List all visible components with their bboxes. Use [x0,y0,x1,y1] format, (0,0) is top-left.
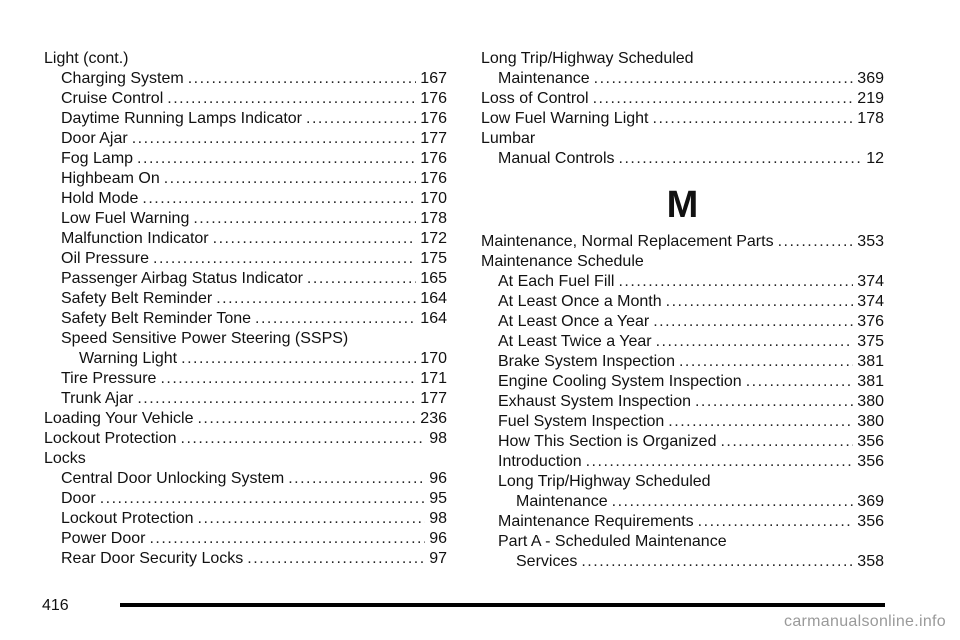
index-entry [481,109,884,129]
dot-leader [679,352,853,372]
index-entry-page: 165 [420,270,447,287]
index-entry-label: Oil Pressure [61,250,150,267]
index-entry-page: 380 [857,393,884,410]
index-entry-page: 369 [857,493,884,510]
dot-leader [167,89,416,109]
index-entry-page: 97 [429,550,447,567]
index-entry [44,249,447,269]
dot-leader [255,309,416,329]
dot-leader [216,289,416,309]
index-entry-label: Engine Cooling System Inspection [498,373,742,390]
index-entry-label: Maintenance Schedule [481,253,644,270]
index-entry [481,149,884,169]
index-entry-label: Tire Pressure [61,370,157,387]
index-entry-label: Rear Door Security Locks [61,550,244,567]
index-entry-label: Warning Light [79,350,178,367]
dot-leader [656,332,854,352]
index-entry-label: Services [516,553,578,570]
dot-leader [653,109,854,129]
index-entry-page: 376 [857,313,884,330]
index-entry-page: 98 [429,430,447,447]
index-entry-label: Long Trip/Highway Scheduled [498,473,711,490]
index-entry-label: At Each Fuel Fill [498,273,615,290]
index-entry-label: Manual Controls [498,150,615,167]
index-entry [44,109,447,129]
index-entry-label: Light (cont.) [44,50,129,67]
index-entry-page: 369 [857,70,884,87]
index-entry-page: 356 [857,453,884,470]
dot-leader [288,469,425,489]
dot-leader [586,452,854,472]
index-entry-page: 219 [857,90,884,107]
dot-leader [181,349,416,369]
dot-leader [307,269,416,289]
index-entry-label: How This Section is Organized [498,433,717,450]
index-entry-label: Charging System [61,70,184,87]
dot-leader [581,552,853,572]
dot-leader [181,429,426,449]
dot-leader [160,369,416,389]
index-entry-page: 356 [857,513,884,530]
index-entry [481,552,884,572]
index-column-right [481,49,884,572]
dot-leader [618,272,853,292]
index-entry-page: 358 [857,553,884,570]
index-entry [44,169,447,189]
index-entry-label: Part A - Scheduled Maintenance [498,533,727,550]
dot-leader [612,492,854,512]
dot-leader [778,232,854,252]
index-entry-page: 164 [420,310,447,327]
page-number: 416 [42,597,69,614]
index-entry [481,312,884,332]
index-entry-label: Loading Your Vehicle [44,410,194,427]
section-heading-m: M [666,184,699,226]
index-entry [44,509,447,529]
index-entry-label: Long Trip/Highway Scheduled [481,50,694,67]
index-entry-page: 176 [420,90,447,107]
index-entry-page: 172 [420,230,447,247]
index-entry-label: Locks [44,450,86,467]
index-group-l-continued [481,49,884,169]
index-entry [44,289,447,309]
dot-leader [137,389,416,409]
index-entry-page: 178 [420,210,447,227]
index-entry [44,69,447,89]
index-entry [481,69,884,89]
dot-leader [653,312,853,332]
index-entry [44,149,447,169]
index-entry-page: 170 [420,190,447,207]
index-entry-page: 381 [857,373,884,390]
index-entry-page: 236 [420,410,447,427]
index-entry [44,369,447,389]
index-entry-page: 381 [857,353,884,370]
index-entry-page: 95 [429,490,447,507]
index-entry-page: 167 [420,70,447,87]
index-entry [481,292,884,312]
index-entry-page: 96 [429,470,447,487]
index-entry [44,229,447,249]
dot-leader [137,149,416,169]
dot-leader [695,392,853,412]
dot-leader [619,149,863,169]
dot-leader [164,169,417,189]
index-entry [44,269,447,289]
dot-leader [247,549,425,569]
index-entry [481,352,884,372]
index-entry-label: Maintenance, Normal Replacement Parts [481,233,774,250]
index-entry [44,549,447,569]
index-entry-page: 176 [420,150,447,167]
index-entry-page: 164 [420,290,447,307]
index-entry [44,389,447,409]
index-entry-label: Low Fuel Warning Light [481,110,649,127]
index-entry-page: 375 [857,333,884,350]
index-entry-label: Highbeam On [61,170,160,187]
index-entry-page: 178 [857,110,884,127]
index-entry-label: Malfunction Indicator [61,230,209,247]
index-entry-label: Low Fuel Warning [61,210,190,227]
index-entry [481,252,884,272]
footer-rule [120,603,885,607]
index-entry-page: 374 [857,273,884,290]
dot-leader [153,249,416,269]
index-entry [481,532,884,552]
index-entry-label: Door [61,490,96,507]
index-entry [481,452,884,472]
index-entry-label: Daytime Running Lamps Indicator [61,110,303,127]
dot-leader [720,432,853,452]
dot-leader [142,189,416,209]
index-entry-page: 12 [866,150,884,167]
index-entry-label: Maintenance [516,493,608,510]
index-entry-page: 380 [857,413,884,430]
index-entry-label: Door Ajar [61,130,128,147]
index-entry-label: At Least Once a Year [498,313,650,330]
index-entry [481,372,884,392]
index-entry [481,49,884,69]
dot-leader [188,69,417,89]
dot-leader [213,229,417,249]
index-entry-page: 171 [420,370,447,387]
index-entry-label: Hold Mode [61,190,139,207]
dot-leader [100,489,426,509]
index-entry-label: Maintenance Requirements [498,513,694,530]
index-entry-label: Lumbar [481,130,536,147]
index-entry-page: 96 [429,530,447,547]
dot-leader [668,412,853,432]
index-entry [44,529,447,549]
index-entry-label: Speed Sensitive Power Steering (SSPS) [61,330,349,347]
index-entry-label: Fog Lamp [61,150,134,167]
index-entry [481,89,884,109]
index-entry-page: 175 [420,250,447,267]
index-entry-label: Maintenance [498,70,590,87]
dot-leader [149,529,425,549]
index-entry [44,49,447,69]
index-entry-label: Cruise Control [61,90,164,107]
index-entry-label: Safety Belt Reminder Tone [61,310,252,327]
index-entry-label: Lockout Protection [44,430,177,447]
index-entry [44,489,447,509]
index-entry-page: 176 [420,170,447,187]
dot-leader [193,209,416,229]
index-entry [44,89,447,109]
index-entry [481,332,884,352]
index-entry [44,189,447,209]
index-entry-page: 374 [857,293,884,310]
index-entry [44,209,447,229]
index-entry [44,129,447,149]
dot-leader [593,89,854,109]
index-entry [44,349,447,369]
index-entry [481,272,884,292]
index-entry-label: Central Door Unlocking System [61,470,285,487]
index-entry-label: At Least Twice a Year [498,333,652,350]
dot-leader [132,129,417,149]
index-entry-label: Loss of Control [481,90,589,107]
dot-leader [306,109,416,129]
index-entry [481,232,884,252]
index-entry-label: Passenger Airbag Status Indicator [61,270,303,287]
index-entry-label: Safety Belt Reminder [61,290,213,307]
index-entry [481,129,884,149]
index-entry-page: 177 [420,390,447,407]
index-entry [44,329,447,349]
index-entry-page: 353 [857,233,884,250]
index-entry-label: Trunk Ajar [61,390,134,407]
dot-leader [746,372,854,392]
index-column-left [44,49,447,569]
index-entry-page: 356 [857,433,884,450]
dot-leader [594,69,854,89]
index-entry [481,432,884,452]
index-entry [481,512,884,532]
watermark: carmanualsonline.info [784,613,946,630]
index-entry-page: 170 [420,350,447,367]
index-entry [481,492,884,512]
index-entry [44,309,447,329]
dot-leader [698,512,854,532]
index-entry-page: 98 [429,510,447,527]
index-entry [44,429,447,449]
index-entry-label: Lockout Protection [61,510,194,527]
dot-leader [198,509,426,529]
index-entry-label: Exhaust System Inspection [498,393,691,410]
index-entry-label: Introduction [498,453,582,470]
dot-leader [666,292,854,312]
index-entry-label: Fuel System Inspection [498,413,665,430]
index-entry-page: 176 [420,110,447,127]
index-group-m [481,232,884,572]
index-entry-label: Power Door [61,530,146,547]
index-entry-label: At Least Once a Month [498,293,662,310]
index-entry-page: 177 [420,130,447,147]
index-entry [44,469,447,489]
dot-leader [197,409,416,429]
index-entry [44,409,447,429]
index-entry [481,412,884,432]
index-entry [481,392,884,412]
index-entry [44,449,447,469]
index-entry-label: Brake System Inspection [498,353,675,370]
index-entry [481,472,884,492]
